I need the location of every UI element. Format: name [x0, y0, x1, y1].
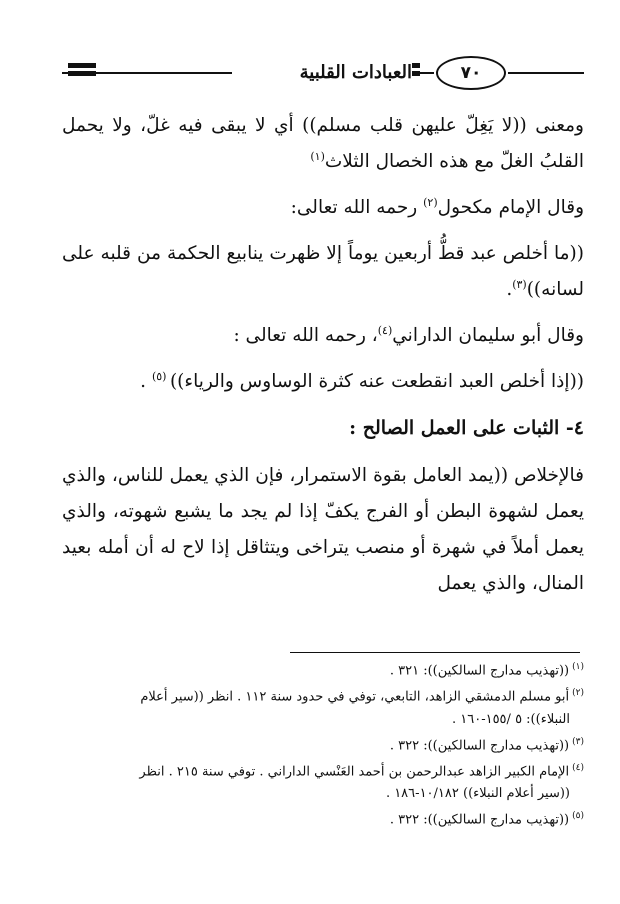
page-header — [62, 54, 584, 94]
footnote-separator — [290, 652, 580, 653]
paragraph-1: ومعنى ((لا يَغِلّ عليهن قلب مسلم)) أي لا يبقى فيه غلّ، ولا يحمل القلبُ الغلّ مع هذه الخصال الثلاث$^{(١)}$ — [62, 115, 584, 172]
paragraph-2: وقال الإمام مكحول$^{(٢)}$ رحمه الله تعالى: — [290, 195, 584, 218]
footnote-ref-3: (٣) — [512, 277, 527, 291]
section-heading: ٤- الثبات على العمل الصالح : — [349, 417, 584, 439]
footnote-1: $^{(١)}$((تهذيب مدارج السالكين)): ٣٢١ . — [389, 662, 584, 679]
paragraph-4: فالإخلاص ((يمد العامل بقوة الاستمرار، فإن الذي يعمل للناس، والذي يعمل لشهوة البطن أو الفرج يكفّ إذا لم يجد ما يشبع شهوته، والذي يعمل أملاً في شهرة أو منصب يتراخى ويتثاقل إذا لاح له أن أمله بعيد المنال، والذي يعمل — [62, 465, 584, 594]
footnote-3: $^{(٣)}$((تهذيب مدارج السالكين)): ٣٢٢ . — [389, 736, 584, 753]
footnote-ref-5: (٥) — [151, 369, 170, 383]
footnote-2: $^{(٢)}$أبو مسلم الدمشقي الزاهد، التابعي، توفي في حدود سنة ١١٢ . انظر ((سير أعلام — [140, 688, 584, 705]
footnotes — [62, 656, 584, 832]
quote-1: ((ما أخلص عبد قطُّ أربعين يوماً إلا ظهرت ينابيع الحكمة من قلبه على لسانه))$^{(٣)}$. — [62, 243, 584, 300]
footnote-4: $^{(٤)}$الإمام الكبير الزاهد عبدالرحمن بن أحمد العَنْسي الداراني . توفي سنة ٢١٥ . انظر — [139, 762, 584, 780]
footnote-ref-2: (٢) — [423, 195, 438, 209]
footnote-4-continued: ((سير أعلام النبلاء)) ١٠/١٨٢-١٨٦ . — [385, 786, 570, 802]
quote-2: ((إذا أخلص العبد انقطعت عنه كثرة الوساوس والرياء)) $^{(٥)}$ . — [140, 369, 584, 392]
chapter-title: العبادات القلبية — [232, 62, 412, 83]
footnote-ref-1: (١) — [310, 149, 325, 163]
paragraph-3: وقال أبو سليمان الداراني$^{(٤)}$، رحمه الله تعالى : — [233, 323, 584, 346]
footnote-2-continued: النبلاء)): ٥ /١٥٥-١٦٠ . — [451, 711, 570, 727]
footnote-5: $^{(٥)}$((تهذيب مدارج السالكين)): ٣٢٢ . — [389, 811, 584, 828]
main-text — [62, 108, 584, 608]
footnote-ref-4: (٤) — [377, 323, 393, 337]
page-number: ٧٠ — [436, 56, 506, 90]
header-rule-right — [508, 72, 584, 74]
